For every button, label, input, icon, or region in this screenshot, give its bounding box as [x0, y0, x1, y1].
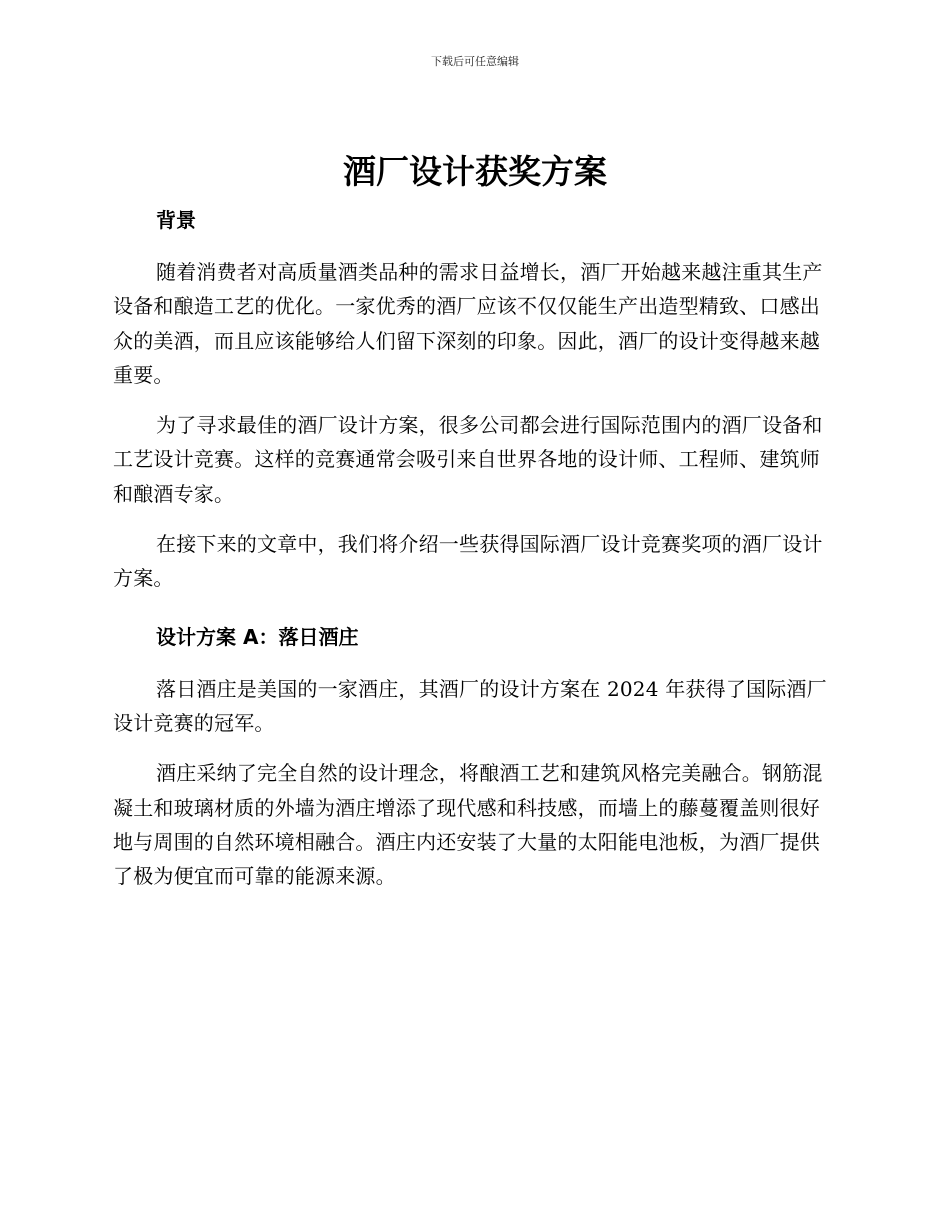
- paragraph-design-a-1: 落日酒庄是美国的一家酒庄，其酒厂的设计方案在 2024 年获得了国际酒厂设计竞赛的冠军。: [113, 676, 827, 735]
- paragraph-design-a-2: 酒庄采纳了完全自然的设计理念，将酿酒工艺和建筑风格完美融合。钢筋混凝土和玻璃材质的外墙为酒庄增添了现代感和科技感，而墙上的藤蔓覆盖则很好地与周围的自然环境相融合。酒庄内还安装了大量的太阳能电池板，为酒厂提供了极为便宜而可靠的能源来源。: [113, 761, 823, 889]
- section-heading-design-a: 设计方案 A：落日酒庄: [156, 624, 359, 649]
- document-body: [113, 203, 837, 893]
- paragraph-background-2: 为了寻求最佳的酒厂设计方案，很多公司都会进行国际范围内的酒厂设备和工艺设计竞赛。这样的竞赛通常会吸引来自世界各地的设计师、工程师、建筑师和酿酒专家。: [113, 413, 823, 506]
- paragraph-background-3: 在接下来的文章中，我们将介绍一些获得国际酒厂设计竞赛奖项的酒厂设计方案。: [113, 532, 823, 591]
- paragraph-background-1: 随着消费者对高质量酒类品种的需求日益增长，酒厂开始越来越注重其生产设备和酿造工艺的优化。一家优秀的酒厂应该不仅仅能生产出造型精致、口感出众的美酒，而且应该能够给人们留下深刻的印象。因此，酒厂的设计变得越来越重要。: [113, 260, 823, 387]
- document-title: 酒厂设计获奖方案: [343, 152, 607, 191]
- page-header-note: 下载后可任意编辑: [431, 55, 519, 68]
- section-heading-background: 背景: [156, 208, 196, 232]
